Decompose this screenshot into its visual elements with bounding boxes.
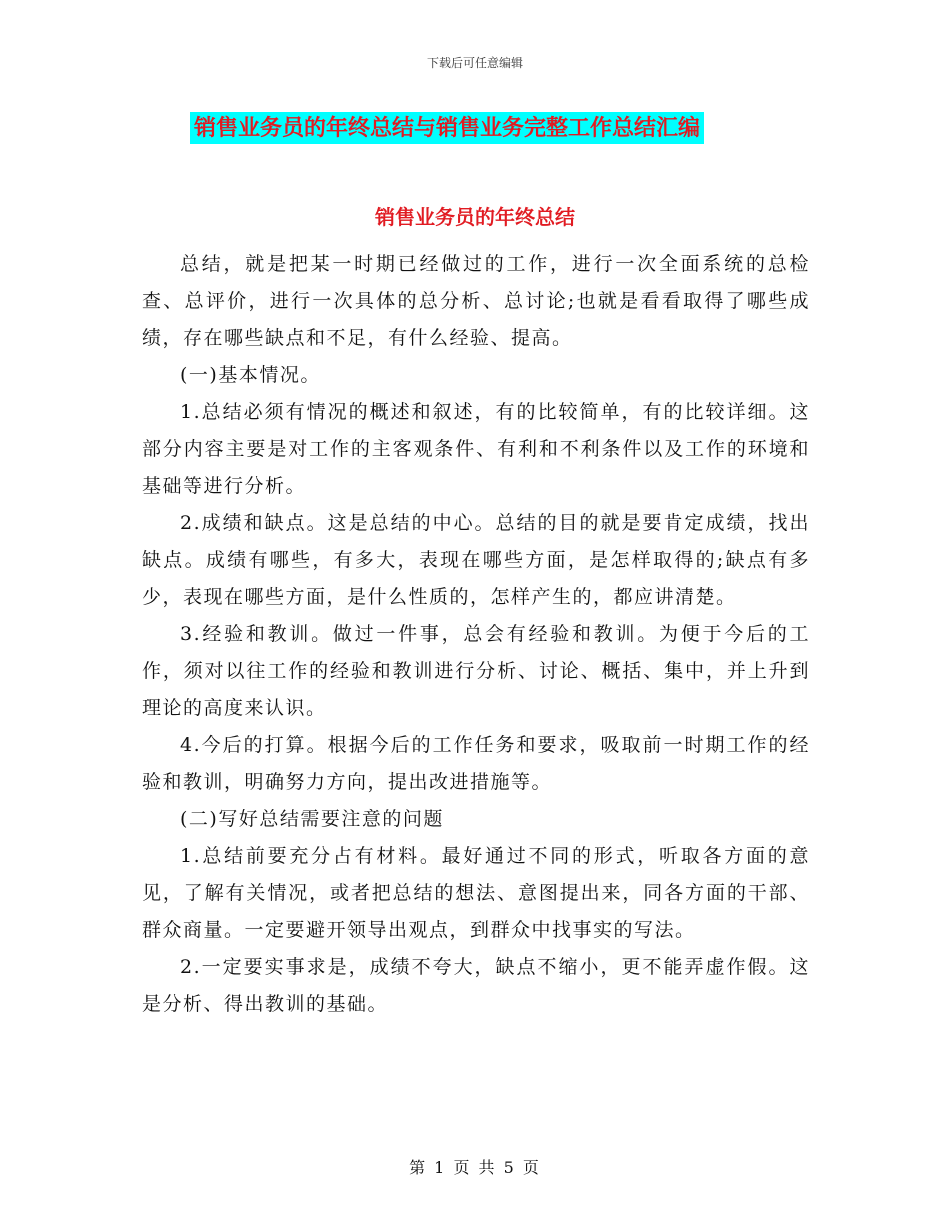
header-note: 下载后可任意编辑 [426,56,523,70]
paragraph-item-1: 1.总结必须有情况的概述和叙述，有的比较简单，有的比较详细。这部分内容主要是对工作的主客观条件、有利和不利条件以及工作的环境和基础等进行分析。 [142,401,810,497]
paragraph-item-2: 2.成绩和缺点。这是总结的中心。总结的目的就是要肯定成绩，找出缺点。成绩有哪些，有多大，表现在哪些方面，是怎样取得的;缺点有多少，表现在哪些方面，是什么性质的，怎样产生的，都应讲清楚。 [142,512,810,608]
document-title-text: 销售业务员的年终总结与销售业务完整工作总结汇编 [194,115,701,141]
paragraph-item-4: 4.今后的打算。根据今后的工作任务和要求，吸取前一时期工作的经验和教训，明确努力方向，提出改进措施等。 [142,734,810,793]
page-footer: 第 1 页 共 5 页 [409,1158,541,1177]
document-title [190,112,704,144]
paragraph-heading-notes: (二)写好总结需要注意的问题 [180,808,444,830]
paragraph-intro: 总结，就是把某一时期已经做过的工作，进行一次全面系统的总检查、总评价，进行一次具体的总分析、总讨论;也就是看看取得了哪些成绩，存在哪些缺点和不足，有什么经验、提高。 [142,253,810,349]
paragraph-item-3: 3.经验和教训。做过一件事，总会有经验和教训。为便于今后的工作，须对以往工作的经验和教训进行分析、讨论、概括、集中，并上升到理论的高度来认识。 [142,623,810,719]
paragraph-note-1: 1.总结前要充分占有材料。最好通过不同的形式，听取各方面的意见，了解有关情况，或者把总结的想法、意图提出来，同各方面的干部、群众商量。一定要避开领导出观点，到群众中找事实的写法。 [142,845,810,941]
document-body [142,246,810,1023]
section-title: 销售业务员的年终总结 [375,205,575,229]
paragraph-note-2: 2.一定要实事求是，成绩不夸大，缺点不缩小，更不能弄虚作假。这是分析、得出教训的基础。 [142,956,810,1015]
paragraph-heading-basic-situation: (一)基本情况。 [180,364,321,386]
